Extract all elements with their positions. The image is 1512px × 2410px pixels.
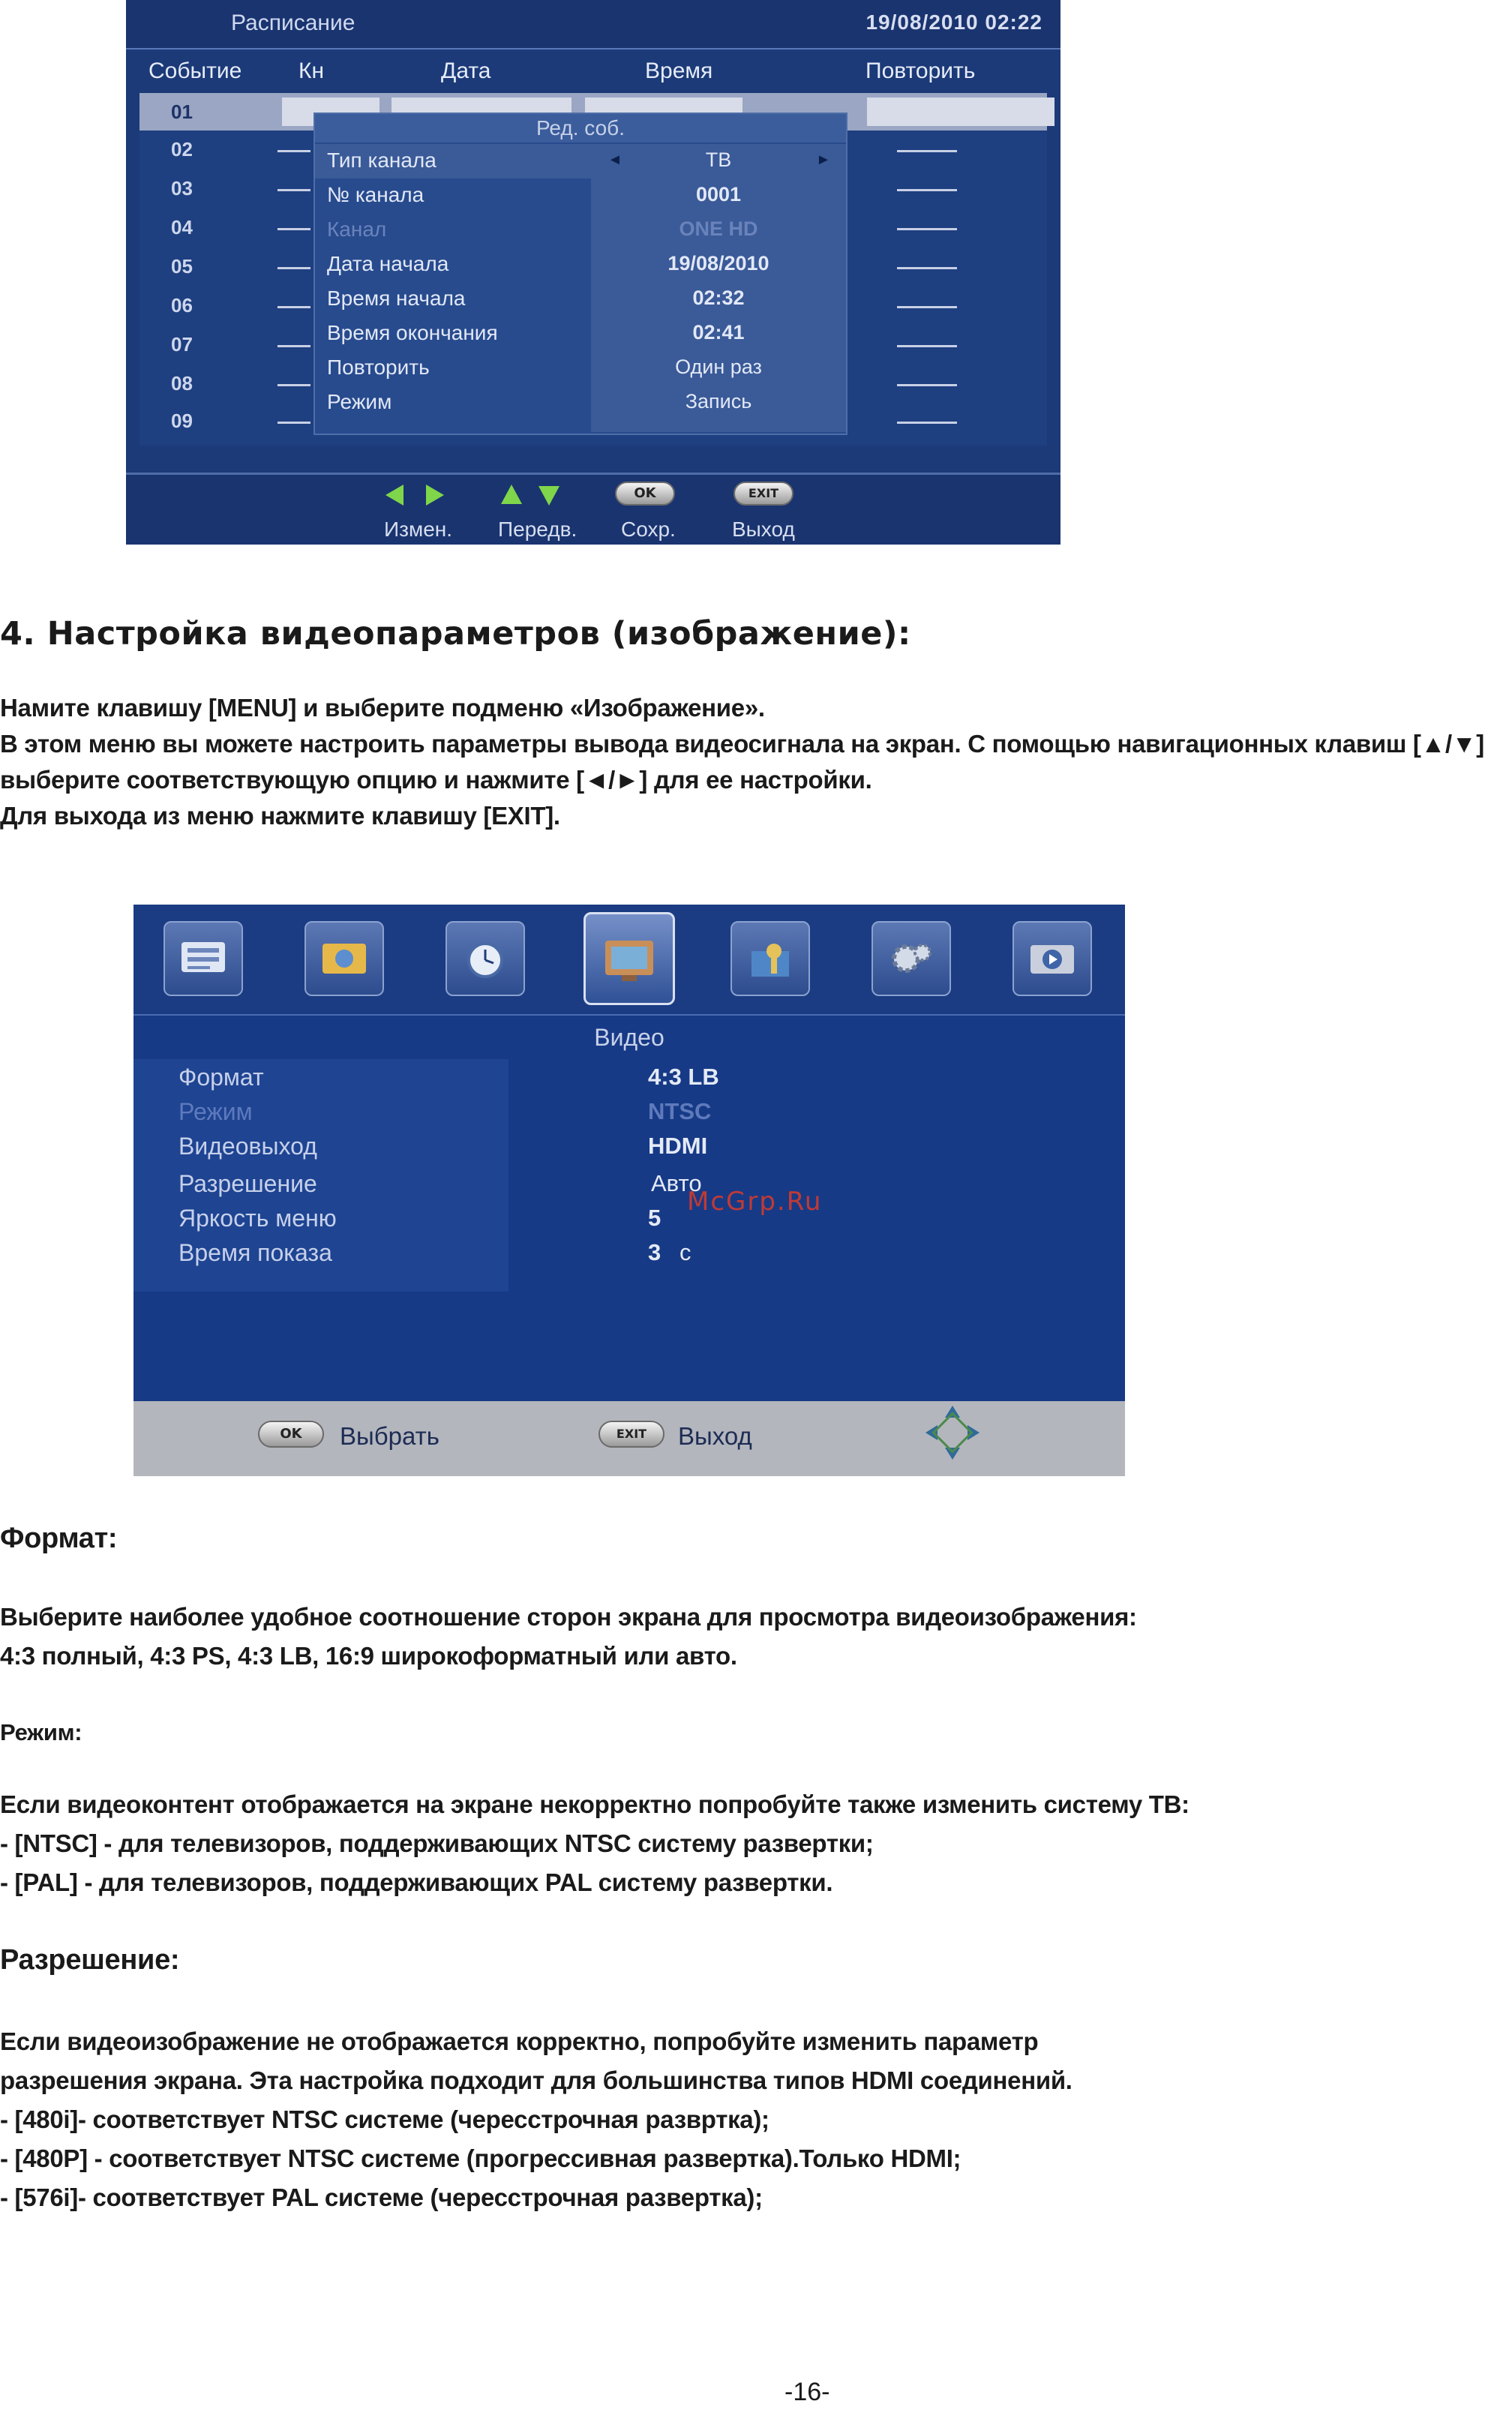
column-header-repeat: Повторить: [866, 59, 976, 83]
navigation-pad-icon: [922, 1403, 982, 1463]
field-channel-type[interactable]: [315, 144, 846, 179]
empty-channel-dash: [278, 267, 310, 269]
left-arrow-icon[interactable]: ◄: [608, 152, 622, 168]
exit-button-icon: EXIT: [734, 482, 794, 506]
empty-repeat-dash: [897, 345, 957, 347]
up-down-arrows-icon: [496, 482, 564, 509]
column-header-channel: Кн: [298, 59, 325, 83]
page-number: -16-: [784, 2378, 830, 2406]
field-value: 19/08/2010: [668, 252, 770, 275]
row-number: 03: [171, 177, 193, 200]
field-repeat[interactable]: [315, 351, 846, 386]
schedule-hint-bar: [126, 473, 1060, 545]
hint-change: Измен.: [384, 518, 453, 541]
option-display-time-unit: с: [680, 1239, 692, 1265]
resolution-line: - [480i]- соответствует NTSC системе (чересстрочная развртка);: [0, 2105, 770, 2133]
menu-video-icon[interactable]: [584, 912, 675, 1005]
mode-line: - [NTSC] - для телевизоров, поддерживающих NTSC систему развертки;: [0, 1829, 874, 1857]
menu-picture-icon[interactable]: [304, 921, 384, 996]
empty-repeat-dash: [897, 189, 957, 191]
option-video-output-value[interactable]: HDMI: [648, 1133, 708, 1159]
empty-channel-dash: [278, 150, 310, 152]
field-end-time[interactable]: [315, 317, 846, 351]
option-format-value[interactable]: 4:3 LB: [648, 1064, 719, 1090]
field-start-time[interactable]: [315, 282, 846, 317]
hint-exit: Выход: [678, 1422, 752, 1450]
column-header-time: Время: [645, 59, 713, 83]
empty-repeat-dash: [897, 422, 957, 424]
intro-line: В этом меню вы можете настроить параметры вывода видеосигнала на экран. С помощью навигационных клавиш [▲/▼]: [0, 730, 1484, 758]
empty-channel-dash: [278, 345, 310, 347]
ok-button-icon: OK: [258, 1421, 324, 1448]
video-menu-screenshot: [134, 905, 1125, 1476]
mode-line: Если видеоконтент отображается на экране некорректно попробуйте также изменить систему ТВ:: [0, 1790, 1190, 1818]
hint-exit: Выход: [732, 518, 795, 541]
empty-repeat-dash: [897, 306, 957, 308]
menu-settings-icon[interactable]: [872, 921, 951, 996]
menu-clock-icon[interactable]: [446, 921, 525, 996]
format-heading: Формат:: [0, 1523, 118, 1554]
mode-heading: Режим:: [0, 1719, 82, 1745]
field-value: ТВ: [705, 149, 732, 171]
edit-event-popup: [314, 113, 848, 435]
field-mode[interactable]: [315, 386, 846, 420]
resolution-line: разрешения экрана. Эта настройка подходит для большинства типов HDMI соединений.: [0, 2066, 1072, 2094]
mode-line: - [PAL] - для телевизоров, поддерживающих PAL систему развертки.: [0, 1868, 833, 1896]
column-header-event: Событие: [148, 59, 242, 83]
field-value: ONE HD: [679, 218, 758, 240]
option-mode-value: NTSC: [648, 1098, 712, 1124]
field-label: № канала: [327, 183, 424, 206]
field-value: Запись: [685, 390, 752, 413]
format-line: Выберите наиболее удобное соотношение сторон экрана для просмотра видеоизображения:: [0, 1603, 1137, 1631]
row-number: 04: [171, 216, 193, 239]
row-number: 06: [171, 294, 193, 317]
field-value: 0001: [695, 183, 742, 206]
field-channel: [315, 213, 846, 248]
left-right-arrows-icon: [381, 482, 448, 509]
empty-channel-dash: [278, 384, 310, 386]
schedule-datetime: 19/08/2010 02:22: [866, 11, 1042, 34]
row-number: 09: [171, 410, 193, 432]
row-number: 07: [171, 333, 193, 356]
menu-icon-bar: [134, 905, 1125, 1016]
menu-parental-icon[interactable]: [730, 921, 810, 996]
empty-channel-dash: [278, 422, 310, 424]
field-label: Режим: [327, 390, 392, 413]
ok-button-icon: OK: [615, 482, 675, 506]
field-label: Время начала: [327, 287, 466, 310]
row-number: 02: [171, 138, 193, 161]
empty-repeat-dash: [897, 228, 957, 230]
option-format-label[interactable]: Формат: [178, 1064, 264, 1091]
hint-select: Выбрать: [340, 1422, 440, 1450]
option-mode-label: Режим: [178, 1098, 253, 1125]
hint-save: Сохр.: [621, 518, 676, 541]
resolution-heading: Разрешение:: [0, 1944, 180, 1976]
intro-line: Для выхода из меню нажмите клавишу [EXIT].: [0, 802, 560, 830]
popup-title: Ред. соб.: [315, 114, 846, 143]
empty-repeat-dash: [897, 267, 957, 269]
schedule-title: Расписание: [231, 11, 356, 35]
empty-channel-dash: [278, 228, 310, 230]
watermark: McGrp.Ru: [687, 1187, 823, 1217]
field-channel-number[interactable]: [315, 179, 846, 213]
field-label: Канал: [327, 218, 387, 241]
schedule-screenshot: [126, 0, 1060, 545]
section-heading: 4. Настройка видеопараметров (изображение):: [0, 615, 911, 653]
schedule-title-bar: [126, 0, 1060, 50]
option-video-output-label[interactable]: Видеовыход: [178, 1133, 317, 1160]
field-value: 02:41: [692, 321, 745, 344]
option-display-time-value[interactable]: 3: [648, 1239, 662, 1265]
resolution-line: - [576i]- соответствует PAL системе (чересстрочная развертка);: [0, 2183, 763, 2211]
option-display-time-label[interactable]: Время показа: [178, 1239, 332, 1266]
option-resolution-value[interactable]: Авто: [651, 1170, 702, 1196]
option-resolution-label[interactable]: Разрешение: [178, 1170, 317, 1197]
video-menu-title: Видео: [594, 1024, 664, 1051]
row-number: 05: [171, 255, 193, 278]
empty-repeat-dash: [897, 150, 957, 152]
resolution-line: Если видеоизображение не отображается корректно, попробуйте изменить параметр: [0, 2027, 1039, 2055]
field-value: 02:32: [692, 287, 745, 309]
schedule-column-headers: [126, 53, 1060, 90]
row-number: 01: [171, 101, 193, 123]
field-label: Повторить: [327, 356, 430, 379]
hint-move: Передв.: [498, 518, 578, 541]
column-header-date: Дата: [441, 59, 491, 83]
menu-media-icon[interactable]: [1012, 921, 1092, 996]
format-line: 4:3 полный, 4:3 PS, 4:3 LB, 16:9 широкоформатный или авто.: [0, 1642, 737, 1670]
resolution-line: - [480P] - соответствует NTSC системе (прогрессивная развертка).Только HDMI;: [0, 2144, 962, 2172]
empty-channel-dash: [278, 189, 310, 191]
row-number: 08: [171, 372, 193, 395]
field-value: Один раз: [675, 356, 762, 378]
intro-line: выберите соответствующую опцию и нажмите [◄/►] для ее настройки.: [0, 766, 872, 794]
option-menu-brightness-label[interactable]: Яркость меню: [178, 1205, 337, 1232]
field-label: Тип канала: [327, 149, 436, 172]
field-label: Время окончания: [327, 321, 498, 344]
menu-channels-icon[interactable]: [164, 921, 243, 996]
option-menu-brightness-value[interactable]: 5: [648, 1205, 662, 1231]
field-start-date[interactable]: [315, 248, 846, 282]
empty-repeat-dash: [897, 384, 957, 386]
exit-button-icon: EXIT: [598, 1421, 664, 1448]
right-arrow-icon[interactable]: ►: [816, 152, 831, 168]
field-label: Дата начала: [327, 252, 449, 275]
intro-line: Намите клавишу [MENU] и выберите подменю «Изображение».: [0, 694, 765, 722]
empty-channel-dash: [278, 306, 310, 308]
